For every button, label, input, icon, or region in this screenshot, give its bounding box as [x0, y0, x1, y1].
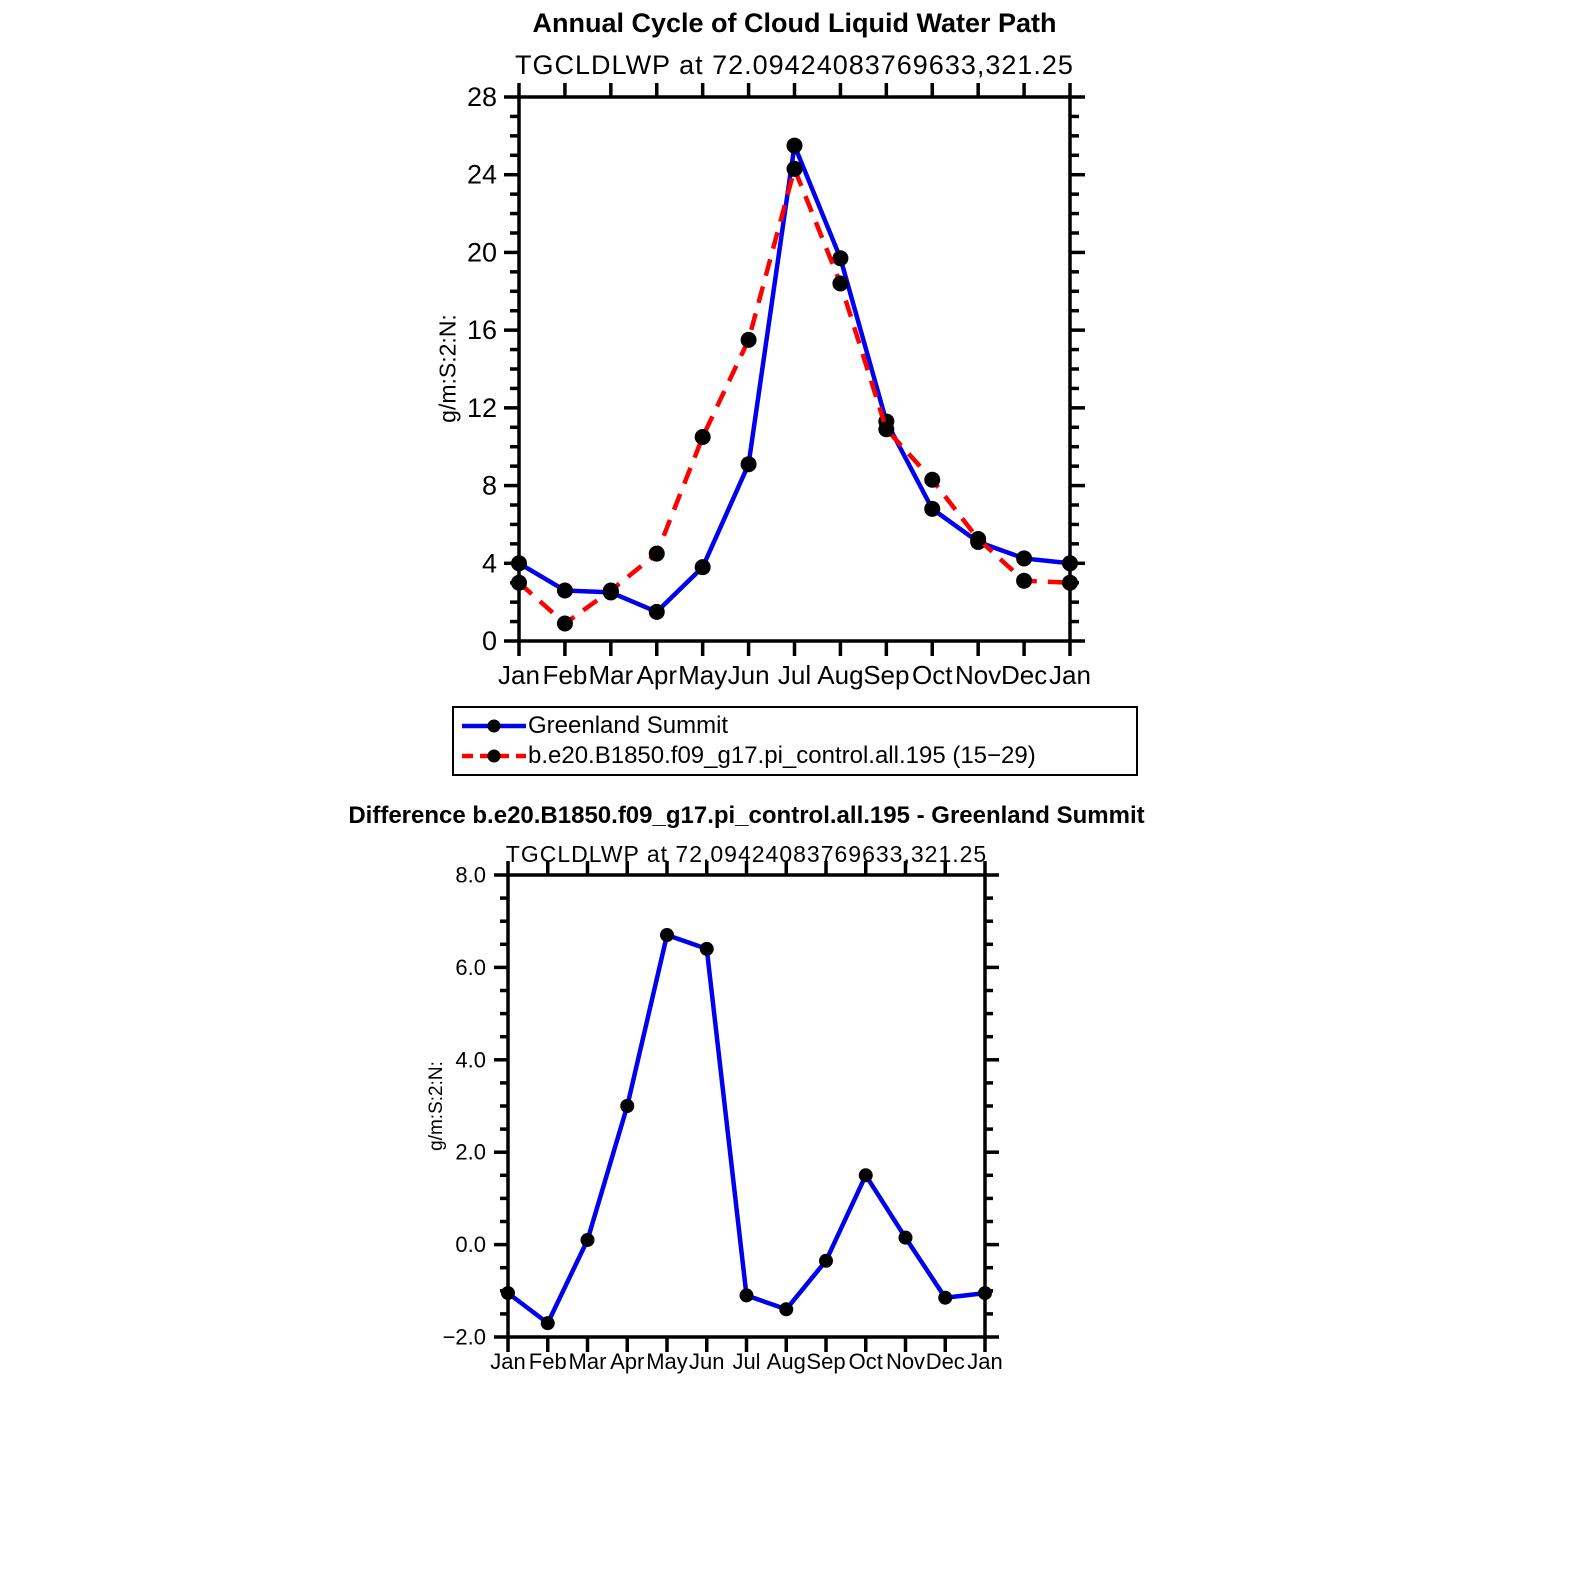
month-label: Jun — [727, 660, 770, 690]
y-tick-label: 6.0 — [455, 954, 486, 980]
data-point-marker — [741, 332, 757, 348]
chart1-y-axis-label: g/m:S:2:N: — [434, 314, 461, 423]
y-tick-label: −2.0 — [442, 1324, 486, 1350]
month-label: May — [646, 1349, 688, 1374]
legend-entry-model-case — [460, 741, 1136, 771]
legend — [452, 706, 1138, 776]
legend-marker-dot — [488, 719, 501, 732]
data-point-marker — [978, 1286, 992, 1300]
data-point-marker — [620, 1099, 634, 1113]
data-point-marker — [924, 472, 940, 488]
legend-line-sample-dashed — [460, 741, 528, 771]
data-point-marker — [859, 1168, 873, 1182]
data-point-marker — [649, 604, 665, 620]
month-label: Oct — [848, 1349, 883, 1374]
month-label: Nov — [955, 660, 1002, 690]
plot-frame — [519, 97, 1070, 641]
data-point-marker — [1062, 555, 1078, 571]
month-label: Nov — [885, 1349, 926, 1374]
month-label: Feb — [528, 1349, 567, 1374]
month-label: Aug — [766, 1349, 806, 1374]
series-line-greenland-summit — [519, 146, 1070, 612]
data-point-marker — [832, 276, 848, 292]
data-point-marker — [541, 1316, 555, 1330]
data-point-marker — [660, 928, 674, 942]
data-point-marker — [878, 421, 894, 437]
data-point-marker — [779, 1302, 793, 1316]
data-point-marker — [1016, 550, 1032, 566]
legend-entry-greenland-summit — [460, 711, 1136, 741]
month-label: Apr — [636, 660, 677, 690]
y-tick-label: 24 — [466, 159, 497, 190]
data-point-marker — [557, 582, 573, 598]
series-line-difference — [508, 935, 985, 1323]
data-point-marker — [695, 559, 711, 575]
month-label: Jan — [1049, 660, 1091, 690]
chart2-y-axis-label: g/m:S:2:N: — [426, 1061, 447, 1151]
data-point-marker — [603, 582, 619, 598]
y-tick-label: 4.0 — [455, 1047, 486, 1073]
y-tick-label: 2.0 — [455, 1139, 486, 1165]
y-tick-label: 8.0 — [455, 862, 486, 888]
data-point-marker — [899, 1231, 913, 1245]
data-point-marker — [501, 1286, 515, 1300]
month-label: Feb — [542, 660, 588, 690]
month-label: Apr — [610, 1349, 645, 1374]
legend-line-sample-solid — [460, 711, 528, 741]
month-label: Jan — [498, 660, 540, 690]
legend-label-model-case: b.e20.B1850.f09_g17.pi_control.all.195 (15−29) — [528, 742, 1036, 770]
month-label: Oct — [912, 660, 953, 690]
data-point-marker — [819, 1254, 833, 1268]
month-label: Mar — [568, 1349, 607, 1374]
chart2-title: Difference b.e20.B1850.f09_g17.pi_control.all.195 - Greenland Summit — [348, 802, 1145, 829]
data-point-marker — [924, 501, 940, 517]
month-label: Jul — [732, 1349, 761, 1374]
data-point-marker — [649, 546, 665, 562]
data-point-marker — [787, 161, 803, 177]
series-line-b-e20-b1850-f09-g17-pi-control-all-195-15-29 — [519, 169, 1070, 624]
chart1-title: Annual Cycle of Cloud Liquid Water Path — [532, 8, 1057, 38]
legend-marker-dot — [488, 750, 501, 763]
data-point-marker — [695, 429, 711, 445]
data-point-marker — [741, 456, 757, 472]
data-point-marker — [1062, 575, 1078, 591]
data-point-marker — [511, 555, 527, 571]
data-point-marker — [970, 531, 986, 547]
chart1-subtitle: TGCLDLWP at 72.09424083769633,321.25 — [515, 50, 1074, 80]
data-point-marker — [511, 575, 527, 591]
month-label: Dec — [925, 1349, 965, 1374]
month-label: May — [678, 660, 728, 690]
y-tick-label: 16 — [466, 315, 497, 346]
y-tick-label: 0 — [481, 626, 497, 656]
data-point-marker — [787, 138, 803, 154]
plot-frame — [508, 875, 985, 1337]
y-tick-label: 8 — [481, 470, 497, 501]
month-label: Sep — [806, 1349, 846, 1374]
data-point-marker — [1016, 573, 1032, 589]
month-label: Dec — [1000, 660, 1048, 690]
month-label: Jan — [967, 1349, 1003, 1374]
data-point-marker — [557, 616, 573, 632]
y-tick-label: 20 — [466, 237, 497, 268]
month-label: Jul — [777, 660, 812, 690]
month-label: Aug — [817, 660, 864, 690]
y-tick-label: 4 — [481, 548, 497, 579]
y-tick-label: 12 — [466, 392, 497, 423]
legend-label-greenland-summit: Greenland Summit — [528, 711, 729, 739]
month-label: Jan — [490, 1349, 526, 1374]
month-label: Mar — [588, 660, 634, 690]
data-point-marker — [581, 1233, 595, 1247]
chart2-subtitle: TGCLDLWP at 72.09424083769633,321.25 — [505, 841, 988, 867]
data-point-marker — [938, 1291, 952, 1305]
y-tick-label: 0.0 — [455, 1232, 486, 1258]
data-point-marker — [740, 1288, 754, 1302]
data-point-marker — [832, 250, 848, 266]
month-label: Jun — [689, 1349, 725, 1374]
data-point-marker — [700, 942, 714, 956]
month-label: Sep — [863, 660, 910, 690]
y-tick-label: 28 — [466, 82, 497, 112]
